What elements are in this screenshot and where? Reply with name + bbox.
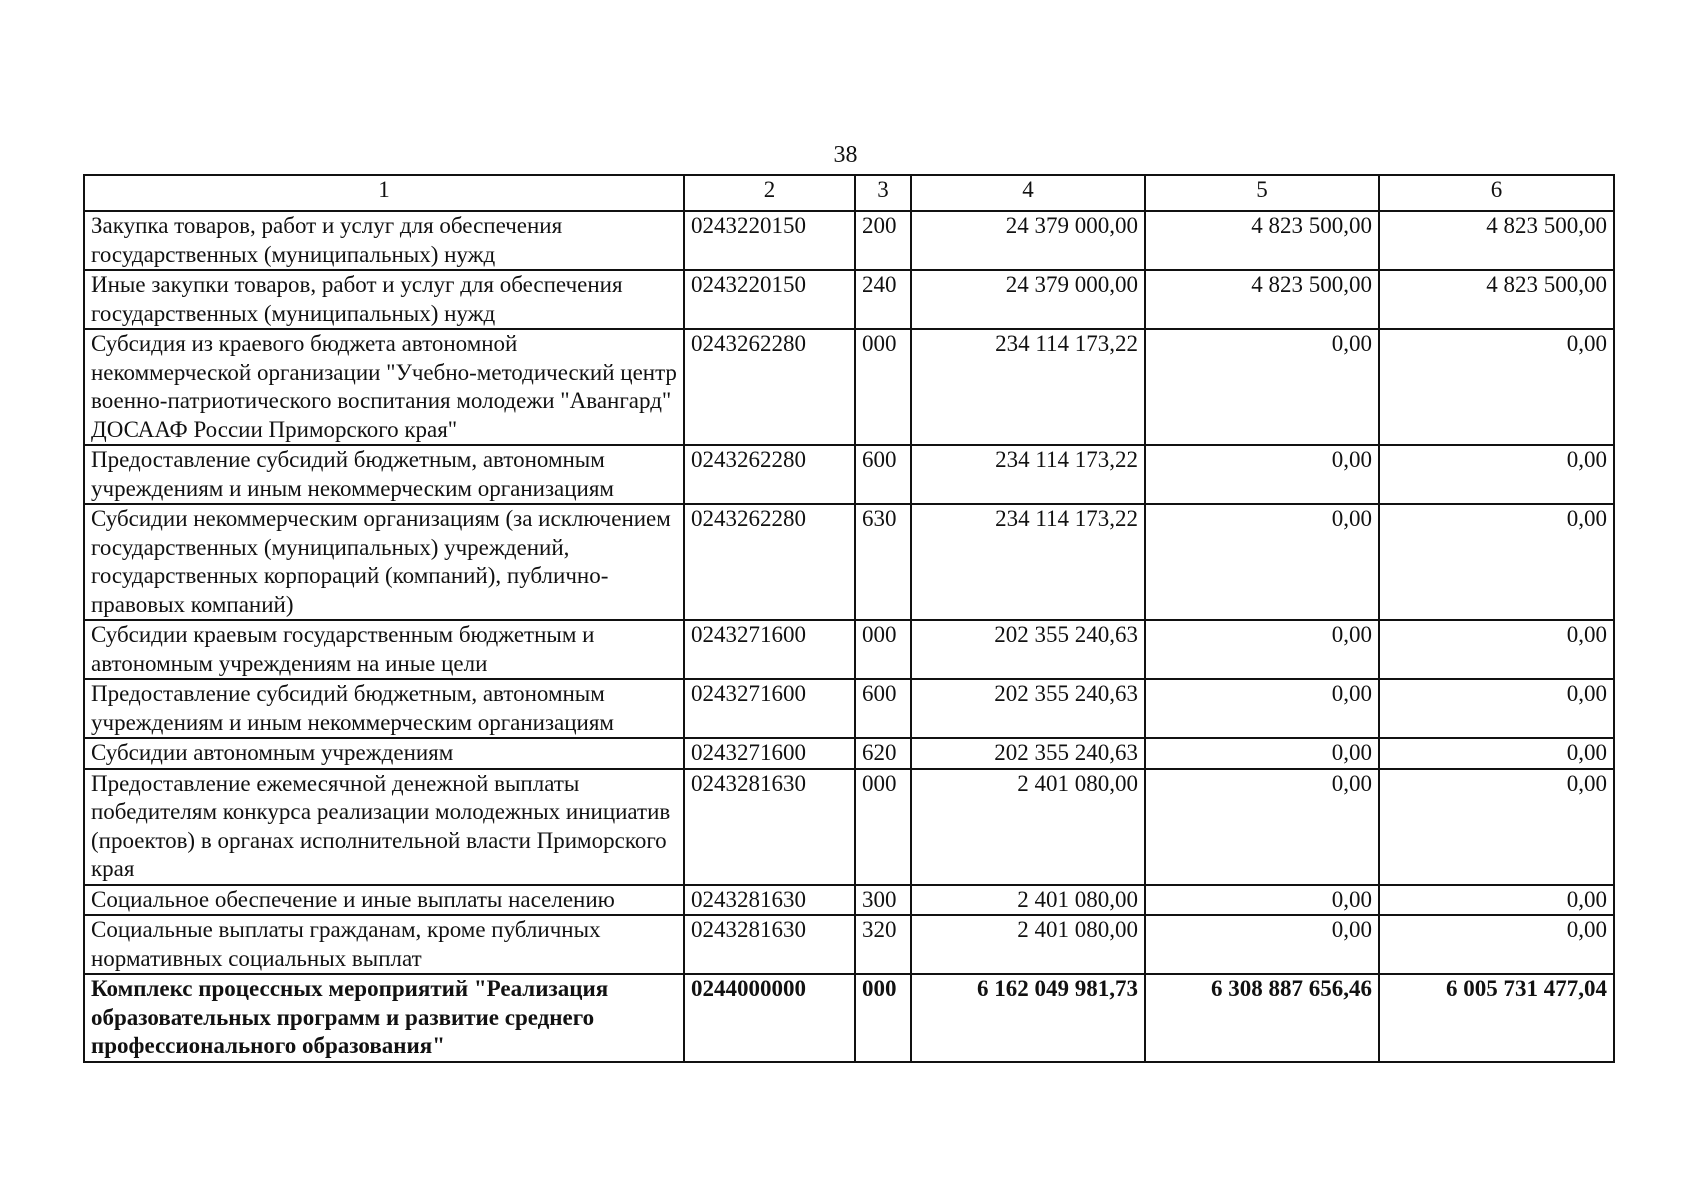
row-amount-col6: 0,00: [1379, 504, 1614, 620]
table-row: [84, 504, 1614, 620]
row-amount-col6: 0,00: [1379, 445, 1614, 504]
row-description: Иные закупки товаров, работ и услуг для обеспечения государственных (муниципальных) нужд: [84, 270, 684, 329]
budget-table: [83, 174, 1615, 1063]
row-amount-col4: 202 355 240,63: [911, 738, 1145, 769]
row-amount-col5: 0,00: [1145, 885, 1379, 916]
row-code: 0244000000: [684, 974, 855, 1062]
row-amount-col4: 2 401 080,00: [911, 915, 1145, 974]
row-type: 600: [855, 445, 911, 504]
row-amount-col5: 0,00: [1145, 504, 1379, 620]
row-amount-col4: 234 114 173,22: [911, 329, 1145, 445]
table-row-total: [84, 974, 1614, 1062]
row-amount-col6: 0,00: [1379, 679, 1614, 738]
row-amount-col6: 4 823 500,00: [1379, 211, 1614, 270]
page-number: 38: [833, 142, 858, 168]
row-description: Социальное обеспечение и иные выплаты населению: [84, 885, 684, 916]
row-code: 0243220150: [684, 270, 855, 329]
row-amount-col5: 0,00: [1145, 738, 1379, 769]
table-row: [84, 769, 1614, 885]
row-description: Предоставление ежемесячной денежной выплаты победителям конкурса реализации молодежных инициатив (проектов) в органах исполнительной власти Приморского края: [84, 769, 684, 885]
row-code: 0243262280: [684, 504, 855, 620]
row-amount-col5: 6 308 887 656,46: [1145, 974, 1379, 1062]
column-header-1: 1: [84, 175, 684, 211]
row-amount-col5: 0,00: [1145, 915, 1379, 974]
row-amount-col4: 6 162 049 981,73: [911, 974, 1145, 1062]
row-code: 0243262280: [684, 329, 855, 445]
row-amount-col6: 6 005 731 477,04: [1379, 974, 1614, 1062]
table-header-row: [84, 175, 1614, 211]
table-row: [84, 329, 1614, 445]
row-type: 240: [855, 270, 911, 329]
row-type: 600: [855, 679, 911, 738]
table-row: [84, 211, 1614, 270]
row-code: 0243271600: [684, 679, 855, 738]
row-type: 620: [855, 738, 911, 769]
row-amount-col6: 4 823 500,00: [1379, 270, 1614, 329]
row-code: 0243220150: [684, 211, 855, 270]
table-row: [84, 738, 1614, 769]
row-amount-col5: 0,00: [1145, 679, 1379, 738]
row-amount-col5: 0,00: [1145, 769, 1379, 885]
row-code: 0243281630: [684, 885, 855, 916]
row-type: 630: [855, 504, 911, 620]
column-header-6: 6: [1379, 175, 1614, 211]
row-type: 000: [855, 769, 911, 885]
row-amount-col6: 0,00: [1379, 329, 1614, 445]
column-header-5: 5: [1145, 175, 1379, 211]
table-row: [84, 270, 1614, 329]
row-amount-col6: 0,00: [1379, 885, 1614, 916]
row-amount-col6: 0,00: [1379, 738, 1614, 769]
column-header-2: 2: [684, 175, 855, 211]
row-amount-col6: 0,00: [1379, 769, 1614, 885]
row-type: 300: [855, 885, 911, 916]
row-amount-col4: 234 114 173,22: [911, 445, 1145, 504]
row-description: Субсидии некоммерческим организациям (за исключением государственных (муниципальных) учреждений, государственных корпораций (компаний), публично-правовых компаний): [84, 504, 684, 620]
row-amount-col4: 202 355 240,63: [911, 679, 1145, 738]
row-amount-col6: 0,00: [1379, 915, 1614, 974]
row-code: 0243262280: [684, 445, 855, 504]
row-code: 0243271600: [684, 738, 855, 769]
column-header-4: 4: [911, 175, 1145, 211]
row-description: Субсидия из краевого бюджета автономной некоммерческой организации "Учебно-методический центр военно-патриотического воспитания молодежи "Авангард" ДОСААФ России Приморского края": [84, 329, 684, 445]
row-amount-col4: 24 379 000,00: [911, 211, 1145, 270]
table-row: [84, 915, 1614, 974]
row-type: 000: [855, 974, 911, 1062]
row-amount-col5: 0,00: [1145, 620, 1379, 679]
row-description: Закупка товаров, работ и услуг для обеспечения государственных (муниципальных) нужд: [84, 211, 684, 270]
row-type: 200: [855, 211, 911, 270]
column-header-3: 3: [855, 175, 911, 211]
table-row: [84, 679, 1614, 738]
row-amount-col5: 4 823 500,00: [1145, 270, 1379, 329]
row-amount-col4: 202 355 240,63: [911, 620, 1145, 679]
row-amount-col5: 0,00: [1145, 445, 1379, 504]
table-row: [84, 445, 1614, 504]
row-code: 0243271600: [684, 620, 855, 679]
row-description: Комплекс процессных мероприятий "Реализация образовательных программ и развитие среднего профессионального образования": [84, 974, 684, 1062]
row-amount-col4: 24 379 000,00: [911, 270, 1145, 329]
row-description: Предоставление субсидий бюджетным, автономным учреждениям и иным некоммерческим организациям: [84, 445, 684, 504]
row-description: Субсидии краевым государственным бюджетным и автономным учреждениям на иные цели: [84, 620, 684, 679]
row-type: 000: [855, 329, 911, 445]
row-amount-col4: 2 401 080,00: [911, 769, 1145, 885]
table-row: [84, 620, 1614, 679]
row-amount-col6: 0,00: [1379, 620, 1614, 679]
row-amount-col4: 2 401 080,00: [911, 885, 1145, 916]
row-description: Субсидии автономным учреждениям: [84, 738, 684, 769]
row-amount-col4: 234 114 173,22: [911, 504, 1145, 620]
row-type: 320: [855, 915, 911, 974]
row-code: 0243281630: [684, 769, 855, 885]
row-description: Социальные выплаты гражданам, кроме публичных нормативных социальных выплат: [84, 915, 684, 974]
table-row: [84, 885, 1614, 916]
row-amount-col5: 4 823 500,00: [1145, 211, 1379, 270]
row-type: 000: [855, 620, 911, 679]
row-code: 0243281630: [684, 915, 855, 974]
row-amount-col5: 0,00: [1145, 329, 1379, 445]
row-description: Предоставление субсидий бюджетным, автономным учреждениям и иным некоммерческим организациям: [84, 679, 684, 738]
